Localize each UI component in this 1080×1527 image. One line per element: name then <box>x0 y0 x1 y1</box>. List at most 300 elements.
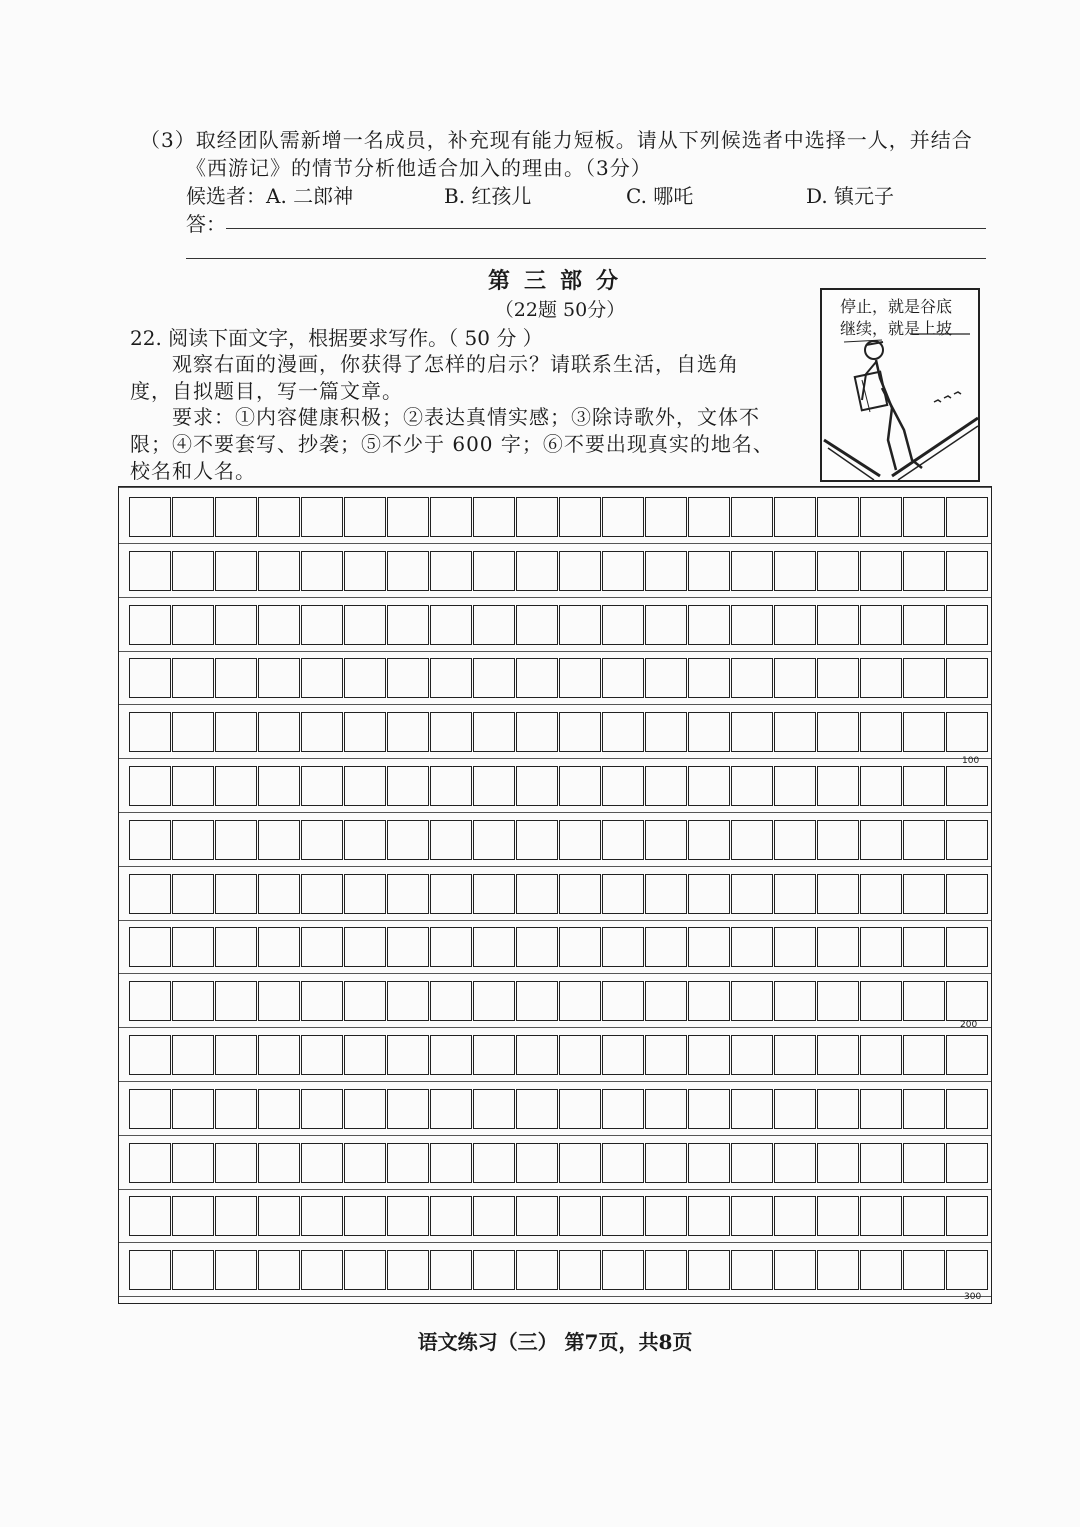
grid-cell[interactable] <box>215 551 257 591</box>
grid-cell[interactable] <box>301 1035 343 1075</box>
grid-cell[interactable] <box>129 820 171 860</box>
grid-cell[interactable] <box>688 1196 730 1236</box>
grid-cell[interactable] <box>430 658 472 698</box>
grid-cell[interactable] <box>516 658 558 698</box>
grid-cell[interactable] <box>129 605 171 645</box>
grid-cell[interactable] <box>645 1089 687 1129</box>
grid-cell[interactable] <box>129 981 171 1021</box>
grid-cell[interactable] <box>559 1196 601 1236</box>
grid-cell[interactable] <box>215 712 257 752</box>
grid-cell[interactable] <box>301 1250 343 1290</box>
grid-cell[interactable] <box>344 1035 386 1075</box>
grid-cell[interactable] <box>172 1089 214 1129</box>
grid-cell[interactable] <box>258 1089 300 1129</box>
grid-cell[interactable] <box>602 1196 644 1236</box>
grid-cell[interactable] <box>473 820 515 860</box>
grid-cell[interactable] <box>688 981 730 1021</box>
grid-cell[interactable] <box>516 1143 558 1183</box>
grid-cell[interactable] <box>301 658 343 698</box>
grid-cell[interactable] <box>602 981 644 1021</box>
grid-cell[interactable] <box>645 927 687 967</box>
grid-cell[interactable] <box>645 497 687 537</box>
grid-cell[interactable] <box>860 766 902 806</box>
grid-cell[interactable] <box>774 712 816 752</box>
grid-cell[interactable] <box>215 927 257 967</box>
grid-cell[interactable] <box>817 1089 859 1129</box>
grid-cell[interactable] <box>602 1089 644 1129</box>
grid-cell[interactable] <box>731 1143 773 1183</box>
grid-cell[interactable] <box>903 927 945 967</box>
grid-cell[interactable] <box>301 497 343 537</box>
grid-cell[interactable] <box>473 1196 515 1236</box>
grid-cell[interactable] <box>817 981 859 1021</box>
grid-cell[interactable] <box>516 1196 558 1236</box>
grid-cell[interactable] <box>387 551 429 591</box>
grid-cell[interactable] <box>860 1250 902 1290</box>
grid-cell[interactable] <box>774 1089 816 1129</box>
composition-grid[interactable] <box>118 486 992 1304</box>
grid-cell[interactable] <box>903 1089 945 1129</box>
grid-cell[interactable] <box>516 1035 558 1075</box>
grid-cell[interactable] <box>258 820 300 860</box>
grid-cell[interactable] <box>258 712 300 752</box>
grid-cell[interactable] <box>172 766 214 806</box>
grid-cell[interactable] <box>559 1089 601 1129</box>
grid-cell[interactable] <box>129 1089 171 1129</box>
grid-cell[interactable] <box>559 551 601 591</box>
grid-cell[interactable] <box>731 927 773 967</box>
grid-cell[interactable] <box>903 874 945 914</box>
grid-cell[interactable] <box>344 712 386 752</box>
grid-cell[interactable] <box>688 927 730 967</box>
grid-cell[interactable] <box>473 1035 515 1075</box>
grid-cell[interactable] <box>817 497 859 537</box>
grid-cell[interactable] <box>946 766 988 806</box>
grid-cell[interactable] <box>602 820 644 860</box>
grid-cell[interactable] <box>344 1143 386 1183</box>
grid-cell[interactable] <box>817 820 859 860</box>
grid-cell[interactable] <box>301 927 343 967</box>
grid-cell[interactable] <box>559 927 601 967</box>
grid-cell[interactable] <box>860 1035 902 1075</box>
grid-cell[interactable] <box>129 1250 171 1290</box>
grid-cell[interactable] <box>129 927 171 967</box>
grid-cell[interactable] <box>172 981 214 1021</box>
grid-cell[interactable] <box>516 766 558 806</box>
grid-cell[interactable] <box>946 1250 988 1290</box>
grid-cell[interactable] <box>688 1143 730 1183</box>
grid-cell[interactable] <box>516 927 558 967</box>
grid-cell[interactable] <box>344 1196 386 1236</box>
grid-cell[interactable] <box>215 874 257 914</box>
grid-cell[interactable] <box>129 712 171 752</box>
grid-cell[interactable] <box>344 605 386 645</box>
grid-cell[interactable] <box>645 1196 687 1236</box>
grid-cell[interactable] <box>172 551 214 591</box>
grid-cell[interactable] <box>344 981 386 1021</box>
grid-cell[interactable] <box>430 874 472 914</box>
grid-cell[interactable] <box>860 658 902 698</box>
grid-cell[interactable] <box>387 1089 429 1129</box>
grid-cell[interactable] <box>817 712 859 752</box>
grid-cell[interactable] <box>344 820 386 860</box>
grid-cell[interactable] <box>946 605 988 645</box>
grid-cell[interactable] <box>516 981 558 1021</box>
grid-cell[interactable] <box>774 658 816 698</box>
grid-cell[interactable] <box>946 712 988 752</box>
grid-cell[interactable] <box>344 497 386 537</box>
grid-cell[interactable] <box>817 1143 859 1183</box>
grid-cell[interactable] <box>172 1035 214 1075</box>
grid-cell[interactable] <box>301 766 343 806</box>
grid-cell[interactable] <box>731 766 773 806</box>
grid-cell[interactable] <box>215 605 257 645</box>
grid-cell[interactable] <box>430 766 472 806</box>
grid-cell[interactable] <box>645 1250 687 1290</box>
grid-cell[interactable] <box>817 658 859 698</box>
grid-cell[interactable] <box>688 551 730 591</box>
grid-cell[interactable] <box>344 874 386 914</box>
grid-cell[interactable] <box>774 1196 816 1236</box>
grid-cell[interactable] <box>860 551 902 591</box>
grid-cell[interactable] <box>903 605 945 645</box>
grid-cell[interactable] <box>903 658 945 698</box>
grid-cell[interactable] <box>301 820 343 860</box>
grid-cell[interactable] <box>129 658 171 698</box>
grid-cell[interactable] <box>473 1143 515 1183</box>
grid-cell[interactable] <box>903 1035 945 1075</box>
grid-cell[interactable] <box>258 1196 300 1236</box>
grid-cell[interactable] <box>817 1250 859 1290</box>
grid-cell[interactable] <box>645 874 687 914</box>
grid-cell[interactable] <box>344 551 386 591</box>
grid-cell[interactable] <box>903 766 945 806</box>
grid-cell[interactable] <box>559 1250 601 1290</box>
grid-cell[interactable] <box>387 712 429 752</box>
grid-cell[interactable] <box>602 766 644 806</box>
grid-cell[interactable] <box>774 497 816 537</box>
grid-cell[interactable] <box>774 605 816 645</box>
grid-cell[interactable] <box>645 551 687 591</box>
grid-cell[interactable] <box>602 874 644 914</box>
grid-cell[interactable] <box>946 927 988 967</box>
grid-cell[interactable] <box>817 874 859 914</box>
grid-cell[interactable] <box>215 766 257 806</box>
grid-cell[interactable] <box>430 551 472 591</box>
grid-cell[interactable] <box>688 820 730 860</box>
grid-cell[interactable] <box>860 1143 902 1183</box>
grid-cell[interactable] <box>602 712 644 752</box>
grid-cell[interactable] <box>731 497 773 537</box>
grid-cell[interactable] <box>860 605 902 645</box>
grid-cell[interactable] <box>430 927 472 967</box>
grid-cell[interactable] <box>946 1143 988 1183</box>
grid-cell[interactable] <box>129 1196 171 1236</box>
grid-cell[interactable] <box>172 712 214 752</box>
grid-cell[interactable] <box>258 981 300 1021</box>
grid-cell[interactable] <box>473 874 515 914</box>
grid-cell[interactable] <box>129 497 171 537</box>
grid-cell[interactable] <box>774 1035 816 1075</box>
grid-cell[interactable] <box>344 766 386 806</box>
grid-cell[interactable] <box>215 981 257 1021</box>
grid-cell[interactable] <box>602 605 644 645</box>
grid-cell[interactable] <box>946 820 988 860</box>
grid-cell[interactable] <box>387 658 429 698</box>
grid-cell[interactable] <box>129 766 171 806</box>
grid-cell[interactable] <box>430 605 472 645</box>
grid-cell[interactable] <box>559 981 601 1021</box>
grid-cell[interactable] <box>860 820 902 860</box>
grid-cell[interactable] <box>387 1035 429 1075</box>
grid-cell[interactable] <box>129 551 171 591</box>
grid-cell[interactable] <box>860 927 902 967</box>
grid-cell[interactable] <box>516 712 558 752</box>
grid-cell[interactable] <box>344 927 386 967</box>
grid-cell[interactable] <box>430 981 472 1021</box>
grid-cell[interactable] <box>946 658 988 698</box>
grid-cell[interactable] <box>473 658 515 698</box>
grid-cell[interactable] <box>172 1250 214 1290</box>
grid-cell[interactable] <box>860 1089 902 1129</box>
grid-cell[interactable] <box>645 981 687 1021</box>
grid-cell[interactable] <box>215 1250 257 1290</box>
grid-cell[interactable] <box>774 1143 816 1183</box>
grid-cell[interactable] <box>645 1143 687 1183</box>
grid-cell[interactable] <box>774 551 816 591</box>
grid-cell[interactable] <box>860 981 902 1021</box>
grid-cell[interactable] <box>516 497 558 537</box>
grid-cell[interactable] <box>731 605 773 645</box>
grid-cell[interactable] <box>946 1196 988 1236</box>
grid-cell[interactable] <box>903 1196 945 1236</box>
grid-cell[interactable] <box>473 497 515 537</box>
grid-cell[interactable] <box>516 820 558 860</box>
grid-cell[interactable] <box>688 497 730 537</box>
grid-cell[interactable] <box>258 497 300 537</box>
grid-cell[interactable] <box>172 874 214 914</box>
grid-cell[interactable] <box>344 1089 386 1129</box>
grid-cell[interactable] <box>301 1196 343 1236</box>
grid-cell[interactable] <box>258 927 300 967</box>
grid-cell[interactable] <box>301 1089 343 1129</box>
grid-cell[interactable] <box>172 927 214 967</box>
grid-cell[interactable] <box>774 820 816 860</box>
answer-line-2[interactable] <box>186 258 986 259</box>
grid-cell[interactable] <box>215 1035 257 1075</box>
grid-cell[interactable] <box>516 874 558 914</box>
grid-cell[interactable] <box>430 1089 472 1129</box>
grid-cell[interactable] <box>258 605 300 645</box>
grid-cell[interactable] <box>903 981 945 1021</box>
grid-cell[interactable] <box>946 874 988 914</box>
grid-cell[interactable] <box>344 1250 386 1290</box>
grid-cell[interactable] <box>903 712 945 752</box>
grid-cell[interactable] <box>731 1035 773 1075</box>
grid-cell[interactable] <box>774 927 816 967</box>
grid-cell[interactable] <box>215 1196 257 1236</box>
grid-cell[interactable] <box>731 981 773 1021</box>
grid-cell[interactable] <box>774 981 816 1021</box>
grid-cell[interactable] <box>946 1035 988 1075</box>
grid-cell[interactable] <box>559 766 601 806</box>
grid-cell[interactable] <box>172 1196 214 1236</box>
grid-cell[interactable] <box>645 658 687 698</box>
grid-cell[interactable] <box>860 874 902 914</box>
grid-cell[interactable] <box>387 820 429 860</box>
grid-cell[interactable] <box>559 1035 601 1075</box>
grid-cell[interactable] <box>430 497 472 537</box>
grid-cell[interactable] <box>516 605 558 645</box>
grid-cell[interactable] <box>602 1250 644 1290</box>
grid-cell[interactable] <box>817 1035 859 1075</box>
grid-cell[interactable] <box>817 927 859 967</box>
grid-cell[interactable] <box>516 1089 558 1129</box>
grid-cell[interactable] <box>430 820 472 860</box>
grid-cell[interactable] <box>430 1250 472 1290</box>
grid-cell[interactable] <box>387 1143 429 1183</box>
grid-cell[interactable] <box>731 874 773 914</box>
grid-cell[interactable] <box>645 712 687 752</box>
grid-cell[interactable] <box>559 874 601 914</box>
grid-cell[interactable] <box>860 712 902 752</box>
grid-cell[interactable] <box>946 1089 988 1129</box>
grid-cell[interactable] <box>473 766 515 806</box>
grid-cell[interactable] <box>473 981 515 1021</box>
grid-cell[interactable] <box>430 1035 472 1075</box>
grid-cell[interactable] <box>559 1143 601 1183</box>
grid-cell[interactable] <box>645 1035 687 1075</box>
grid-cell[interactable] <box>172 658 214 698</box>
grid-cell[interactable] <box>129 1035 171 1075</box>
grid-cell[interactable] <box>559 605 601 645</box>
grid-cell[interactable] <box>129 1143 171 1183</box>
grid-cell[interactable] <box>731 712 773 752</box>
grid-cell[interactable] <box>860 1196 902 1236</box>
grid-cell[interactable] <box>129 874 171 914</box>
grid-cell[interactable] <box>430 1143 472 1183</box>
grid-cell[interactable] <box>559 497 601 537</box>
grid-cell[interactable] <box>387 497 429 537</box>
grid-cell[interactable] <box>903 1250 945 1290</box>
grid-cell[interactable] <box>258 551 300 591</box>
grid-cell[interactable] <box>215 497 257 537</box>
grid-cell[interactable] <box>258 874 300 914</box>
grid-cell[interactable] <box>817 766 859 806</box>
grid-cell[interactable] <box>688 766 730 806</box>
grid-cell[interactable] <box>387 981 429 1021</box>
grid-cell[interactable] <box>387 1196 429 1236</box>
grid-cell[interactable] <box>731 1250 773 1290</box>
grid-cell[interactable] <box>301 551 343 591</box>
grid-cell[interactable] <box>946 497 988 537</box>
grid-cell[interactable] <box>774 1250 816 1290</box>
grid-cell[interactable] <box>473 1089 515 1129</box>
grid-cell[interactable] <box>215 820 257 860</box>
grid-cell[interactable] <box>645 766 687 806</box>
grid-cell[interactable] <box>688 1089 730 1129</box>
grid-cell[interactable] <box>817 605 859 645</box>
grid-cell[interactable] <box>301 874 343 914</box>
grid-cell[interactable] <box>301 1143 343 1183</box>
grid-cell[interactable] <box>731 1089 773 1129</box>
grid-cell[interactable] <box>258 658 300 698</box>
grid-cell[interactable] <box>688 605 730 645</box>
grid-cell[interactable] <box>688 712 730 752</box>
grid-cell[interactable] <box>430 712 472 752</box>
grid-cell[interactable] <box>688 658 730 698</box>
grid-cell[interactable] <box>731 820 773 860</box>
grid-cell[interactable] <box>473 1250 515 1290</box>
grid-cell[interactable] <box>559 820 601 860</box>
grid-cell[interactable] <box>172 605 214 645</box>
grid-cell[interactable] <box>301 981 343 1021</box>
grid-cell[interactable] <box>774 766 816 806</box>
grid-cell[interactable] <box>387 874 429 914</box>
grid-cell[interactable] <box>172 820 214 860</box>
grid-cell[interactable] <box>430 1196 472 1236</box>
grid-cell[interactable] <box>387 605 429 645</box>
grid-cell[interactable] <box>172 497 214 537</box>
grid-cell[interactable] <box>473 712 515 752</box>
grid-cell[interactable] <box>602 927 644 967</box>
grid-cell[interactable] <box>602 658 644 698</box>
grid-cell[interactable] <box>215 1143 257 1183</box>
grid-cell[interactable] <box>860 497 902 537</box>
grid-cell[interactable] <box>258 766 300 806</box>
grid-cell[interactable] <box>903 1143 945 1183</box>
grid-cell[interactable] <box>903 820 945 860</box>
grid-cell[interactable] <box>731 658 773 698</box>
grid-cell[interactable] <box>516 1250 558 1290</box>
grid-cell[interactable] <box>688 874 730 914</box>
grid-cell[interactable] <box>301 712 343 752</box>
grid-cell[interactable] <box>516 551 558 591</box>
grid-cell[interactable] <box>602 551 644 591</box>
grid-cell[interactable] <box>473 927 515 967</box>
grid-cell[interactable] <box>774 874 816 914</box>
grid-cell[interactable] <box>473 605 515 645</box>
grid-cell[interactable] <box>172 1143 214 1183</box>
grid-cell[interactable] <box>731 551 773 591</box>
grid-cell[interactable] <box>387 927 429 967</box>
grid-cell[interactable] <box>215 1089 257 1129</box>
grid-cell[interactable] <box>258 1250 300 1290</box>
grid-cell[interactable] <box>473 551 515 591</box>
grid-cell[interactable] <box>946 981 988 1021</box>
grid-cell[interactable] <box>602 1143 644 1183</box>
grid-cell[interactable] <box>559 712 601 752</box>
grid-cell[interactable] <box>559 658 601 698</box>
grid-cell[interactable] <box>602 497 644 537</box>
grid-cell[interactable] <box>946 551 988 591</box>
grid-cell[interactable] <box>301 605 343 645</box>
grid-cell[interactable] <box>387 766 429 806</box>
grid-cell[interactable] <box>903 551 945 591</box>
grid-cell[interactable] <box>258 1035 300 1075</box>
grid-cell[interactable] <box>602 1035 644 1075</box>
grid-cell[interactable] <box>387 1250 429 1290</box>
grid-cell[interactable] <box>645 605 687 645</box>
grid-cell[interactable] <box>215 658 257 698</box>
grid-cell[interactable] <box>688 1035 730 1075</box>
grid-cell[interactable] <box>688 1250 730 1290</box>
grid-cell[interactable] <box>645 820 687 860</box>
grid-cell[interactable] <box>731 1196 773 1236</box>
answer-line-1[interactable] <box>226 228 986 229</box>
grid-cell[interactable] <box>258 1143 300 1183</box>
grid-cell[interactable] <box>817 551 859 591</box>
